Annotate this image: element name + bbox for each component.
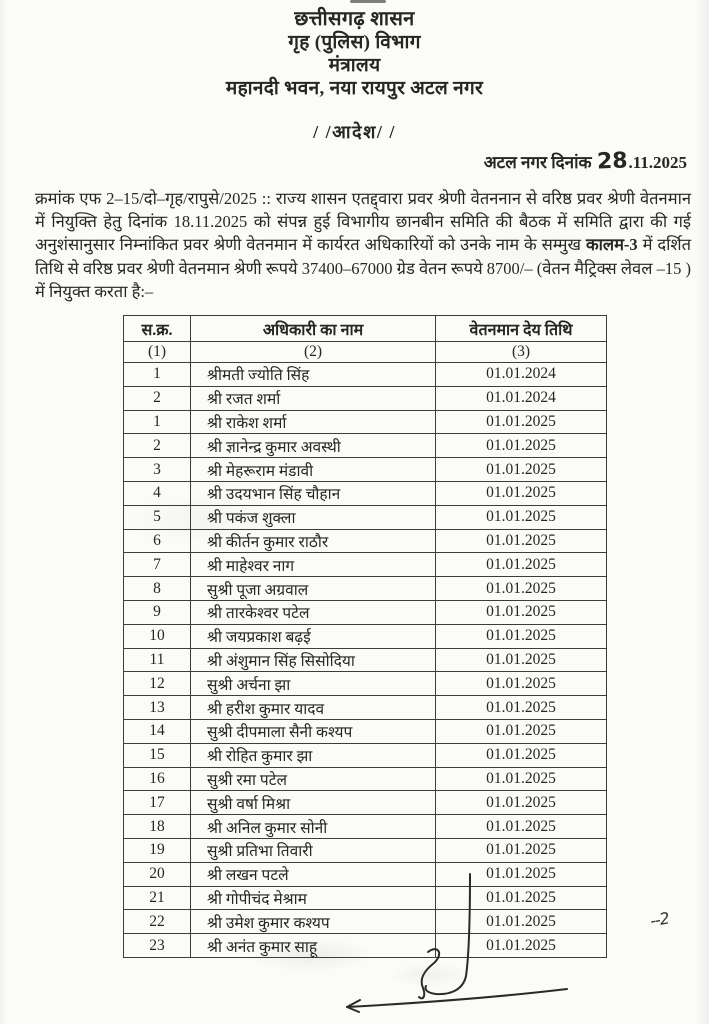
row-officer-name: श्रीमती ज्योति सिंह bbox=[191, 363, 436, 387]
row-pay-date: 01.01.2025 bbox=[436, 505, 607, 529]
column-number-3: (3) bbox=[436, 342, 607, 363]
table-row bbox=[124, 363, 607, 387]
table-row bbox=[124, 410, 607, 434]
table-row bbox=[124, 648, 607, 672]
row-officer-name: श्री जयप्रकाश बढ़ई bbox=[191, 624, 436, 648]
dateline-month-year: .11.2025 bbox=[628, 153, 687, 172]
row-pay-date: 01.01.2025 bbox=[436, 600, 607, 624]
row-pay-date: 01.01.2025 bbox=[436, 719, 607, 743]
order-title: / /आदेश/ / bbox=[313, 122, 396, 142]
row-officer-name: श्री उमेश कुमार कश्यप bbox=[191, 910, 436, 934]
row-serial: 18 bbox=[124, 815, 191, 839]
row-officer-name: श्री कीर्तन कुमार राठौर bbox=[191, 529, 436, 553]
order-body-paragraph bbox=[35, 187, 691, 303]
row-officer-name: श्री माहेश्वर नाग bbox=[191, 553, 436, 577]
row-serial: 4 bbox=[124, 481, 191, 505]
table-row bbox=[124, 434, 607, 458]
row-pay-date: 01.01.2025 bbox=[436, 434, 607, 458]
table-row bbox=[124, 458, 607, 482]
row-pay-date: 01.01.2025 bbox=[436, 934, 607, 958]
row-serial: 7 bbox=[124, 553, 191, 577]
row-serial: 23 bbox=[124, 934, 191, 958]
column-number-1: (1) bbox=[124, 342, 191, 363]
table-row bbox=[124, 600, 607, 624]
row-serial: 21 bbox=[124, 886, 191, 910]
row-pay-date: 01.01.2025 bbox=[436, 529, 607, 553]
row-serial: 8 bbox=[124, 577, 191, 601]
row-pay-date: 01.01.2025 bbox=[436, 886, 607, 910]
row-pay-date: 01.01.2025 bbox=[436, 410, 607, 434]
row-serial: 6 bbox=[124, 529, 191, 553]
header-officer-name: अधिकारी का नाम bbox=[191, 316, 436, 342]
table-row bbox=[124, 672, 607, 696]
row-pay-date: 01.01.2025 bbox=[436, 767, 607, 791]
row-pay-date: 01.01.2024 bbox=[436, 363, 607, 387]
row-officer-name: श्री हरीश कुमार यादव bbox=[191, 696, 436, 720]
government-name: छत्तीसगढ़ शासन bbox=[294, 8, 415, 30]
officers-table bbox=[123, 315, 607, 958]
row-officer-name: सुश्री दीपमाला सैनी कश्यप bbox=[191, 719, 436, 743]
row-serial: 9 bbox=[124, 600, 191, 624]
row-officer-name: सुश्री वर्षा मिश्रा bbox=[191, 791, 436, 815]
row-officer-name: श्री रोहित कुमार झा bbox=[191, 743, 436, 767]
ministry-label: मंत्रालय bbox=[328, 55, 381, 76]
row-pay-date: 01.01.2025 bbox=[436, 672, 607, 696]
row-pay-date: 01.01.2024 bbox=[436, 386, 607, 410]
row-serial: 12 bbox=[124, 672, 191, 696]
table-row bbox=[124, 505, 607, 529]
row-pay-date: 01.01.2025 bbox=[436, 743, 607, 767]
table-row bbox=[124, 553, 607, 577]
row-officer-name: सुश्री रमा पटेल bbox=[191, 767, 436, 791]
row-pay-date: 01.01.2025 bbox=[436, 648, 607, 672]
department-name: गृह (पुलिस) विभाग bbox=[288, 32, 421, 53]
body-segment-2: में दर्शित तिथि से वरिष्ठ प्रवर श्रेणी वेतनमान श्रेणी रूपये 37400–67000 ग्रेड वेतन रूपये 8700/– (वेतन मैट्रिक्स लेवल –15 ) में नियुक्त करता है:– bbox=[35, 235, 691, 301]
table-row bbox=[124, 862, 607, 886]
header-serial: स.क्र. bbox=[124, 316, 191, 342]
table-row bbox=[124, 386, 607, 410]
dateline-place: अटल नगर दिनांक bbox=[483, 153, 592, 172]
scan-artifact-smudge bbox=[350, 0, 386, 3]
table-row bbox=[124, 815, 607, 839]
row-pay-date: 01.01.2025 bbox=[436, 910, 607, 934]
row-officer-name: श्री गोपीचंद मेश्राम bbox=[191, 886, 436, 910]
row-pay-date: 01.01.2025 bbox=[436, 553, 607, 577]
row-serial: 20 bbox=[124, 862, 191, 886]
table-row bbox=[124, 529, 607, 553]
row-officer-name: श्री ज्ञानेन्द्र कुमार अवस्थी bbox=[191, 434, 436, 458]
row-officer-name: सुश्री प्रतिभा तिवारी bbox=[191, 838, 436, 862]
row-pay-date: 01.01.2025 bbox=[436, 838, 607, 862]
body-segment-1: क्रमांक एफ 2–15/दो–गृह/रापुसे/2025 :: राज्य शासन एतद्द्वारा प्रवर श्रेणी वेतननान से वरिष्ठ प्रवर श्रेणी वेतनमान में नियुक्ति हेतु दिनांक 18.11.2025 को संपन्न हुई विभागीय छानबीन समिति की बैठक में समिति द्वारा की गई अनुशंसानुसार निम्नांकित प्रवर श्रेणी वेतनमान में कार्यरत अधिकारियों को उनके नाम के सम्मुख bbox=[35, 189, 691, 255]
row-serial: 2 bbox=[124, 386, 191, 410]
row-serial: 10 bbox=[124, 624, 191, 648]
table-row bbox=[124, 934, 607, 958]
dateline bbox=[0, 149, 709, 174]
row-serial: 16 bbox=[124, 767, 191, 791]
handwritten-day: 28 bbox=[596, 148, 628, 175]
table-header-row bbox=[124, 316, 607, 342]
table-row bbox=[124, 791, 607, 815]
row-pay-date: 01.01.2025 bbox=[436, 815, 607, 839]
row-pay-date: 01.01.2025 bbox=[436, 481, 607, 505]
table-row bbox=[124, 577, 607, 601]
row-pay-date: 01.01.2025 bbox=[436, 577, 607, 601]
row-officer-name: श्री अनिल कुमार सोनी bbox=[191, 815, 436, 839]
row-pay-date: 01.01.2025 bbox=[436, 791, 607, 815]
row-officer-name: श्री पकंज शुक्ला bbox=[191, 505, 436, 529]
body-column-ref: कालम-3 bbox=[585, 235, 638, 255]
row-serial: 14 bbox=[124, 719, 191, 743]
table-row bbox=[124, 743, 607, 767]
row-pay-date: 01.01.2025 bbox=[436, 458, 607, 482]
table-row bbox=[124, 624, 607, 648]
address-line: महानदी भवन, नया रायपुर अटल नगर bbox=[225, 78, 484, 99]
row-serial: 22 bbox=[124, 910, 191, 934]
row-officer-name: श्री तारकेश्वर पटेल bbox=[191, 600, 436, 624]
document-letterhead bbox=[0, 0, 709, 100]
table-row bbox=[124, 481, 607, 505]
table-body bbox=[124, 363, 607, 958]
header-pay-date: वेतनमान देय तिथि bbox=[436, 316, 607, 342]
row-serial: 15 bbox=[124, 743, 191, 767]
table-row bbox=[124, 767, 607, 791]
row-officer-name: श्री अनंत कुमार साहू bbox=[191, 934, 436, 958]
row-serial: 17 bbox=[124, 791, 191, 815]
row-officer-name: श्री रजत शर्मा bbox=[191, 386, 436, 410]
row-officer-name: श्री लखन पटले bbox=[191, 862, 436, 886]
row-serial: 3 bbox=[124, 458, 191, 482]
row-serial: 1 bbox=[124, 363, 191, 387]
table-row bbox=[124, 838, 607, 862]
table-row bbox=[124, 910, 607, 934]
row-officer-name: श्री मेहरूराम मंडावी bbox=[191, 458, 436, 482]
row-officer-name: सुश्री पूजा अग्रवाल bbox=[191, 577, 436, 601]
row-serial: 5 bbox=[124, 505, 191, 529]
row-serial: 2 bbox=[124, 434, 191, 458]
row-pay-date: 01.01.2025 bbox=[436, 696, 607, 720]
row-serial: 11 bbox=[124, 648, 191, 672]
handwritten-page-mark: --2 bbox=[648, 908, 671, 931]
table-row bbox=[124, 886, 607, 910]
column-number-row bbox=[124, 342, 607, 363]
row-serial: 19 bbox=[124, 838, 191, 862]
row-officer-name: श्री राकेश शर्मा bbox=[191, 410, 436, 434]
column-number-2: (2) bbox=[191, 342, 436, 363]
row-serial: 13 bbox=[124, 696, 191, 720]
row-officer-name: श्री उदयभान सिंह चौहान bbox=[191, 481, 436, 505]
table-row bbox=[124, 719, 607, 743]
table-row bbox=[124, 696, 607, 720]
table-head bbox=[124, 316, 607, 363]
row-serial: 1 bbox=[124, 410, 191, 434]
row-pay-date: 01.01.2025 bbox=[436, 862, 607, 886]
row-officer-name: श्री अंशुमान सिंह सिसोदिया bbox=[191, 648, 436, 672]
row-pay-date: 01.01.2025 bbox=[436, 624, 607, 648]
row-officer-name: सुश्री अर्चना झा bbox=[191, 672, 436, 696]
